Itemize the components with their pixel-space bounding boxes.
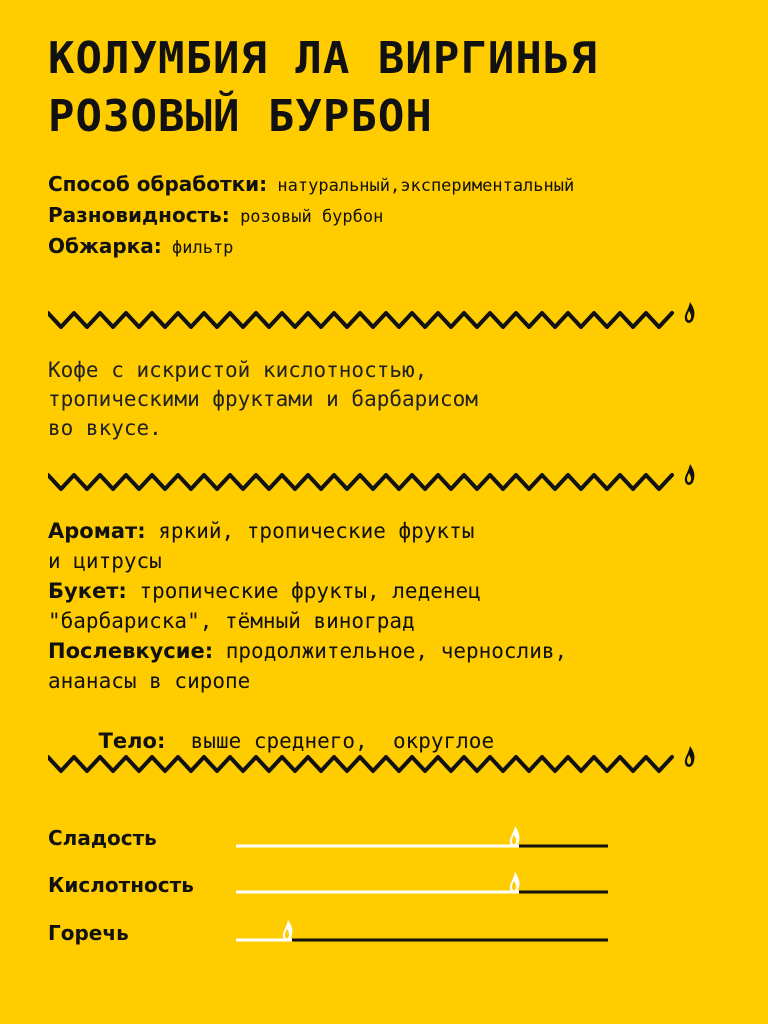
aftertaste-value: продолжительное, чернослив,	[225, 639, 568, 663]
flame-icon	[685, 746, 695, 767]
flame-icon	[283, 920, 293, 941]
note-aftertaste	[48, 636, 567, 666]
scale-bar-sweetness	[236, 816, 616, 856]
meta-variety	[48, 201, 574, 232]
bouquet-label: Букет:	[48, 579, 127, 603]
roast-value: фильтр	[172, 238, 234, 258]
scale-label-bitterness: Горечь	[48, 921, 129, 945]
flame-icon	[510, 826, 520, 847]
bouquet-value-cont: "барбариска", тёмный виноград	[48, 609, 415, 633]
wave-divider-1	[48, 298, 698, 338]
process-value: натуральный,экспериментальный	[277, 176, 575, 196]
scale-bar-bitterness	[236, 910, 616, 950]
title-line-1: КОЛУМБИЯ ЛА ВИРГИНЬЯ	[48, 33, 598, 84]
scale-label-acidity: Кислотность	[48, 873, 194, 897]
wave-line	[48, 475, 672, 489]
aroma-value: яркий, тропические фрукты	[158, 519, 475, 543]
variety-value: розовый бурбон	[240, 207, 384, 227]
roast-label: Обжарка:	[48, 234, 162, 258]
flame-icon	[510, 872, 520, 893]
aroma-value-cont: и цитрусы	[48, 549, 162, 573]
bouquet-value: тропические фрукты, леденец	[139, 579, 481, 603]
aftertaste-value-cont: ананасы в сиропе	[48, 669, 251, 693]
wave-divider-2	[48, 460, 698, 500]
description: Кофе с искристой кислотностью, тропическими фруктами и барбарисом во вкусе.	[48, 358, 478, 440]
coffee-meta	[48, 170, 574, 263]
wave-line	[48, 313, 672, 327]
flame-icon	[685, 464, 695, 485]
aroma-label: Аромат:	[48, 519, 146, 543]
aftertaste-label: Послевкусие:	[48, 639, 214, 663]
note-bouquet	[48, 576, 567, 606]
process-label: Способ обработки:	[48, 172, 268, 196]
body-value: выше среднего, округлое	[190, 729, 495, 753]
note-aroma	[48, 516, 567, 546]
scale-label-sweetness: Сладость	[48, 826, 157, 850]
product-title	[48, 30, 598, 146]
meta-roast	[48, 232, 574, 263]
wave-divider-3	[48, 742, 698, 782]
body-label: Тело:	[98, 729, 166, 753]
variety-label: Разновидность:	[48, 203, 230, 227]
flame-icon	[685, 302, 695, 323]
meta-process	[48, 170, 574, 201]
scale-bar-acidity	[236, 862, 616, 902]
wave-line	[48, 757, 672, 771]
title-line-2: РОЗОВЫЙ БУРБОН	[48, 91, 433, 142]
